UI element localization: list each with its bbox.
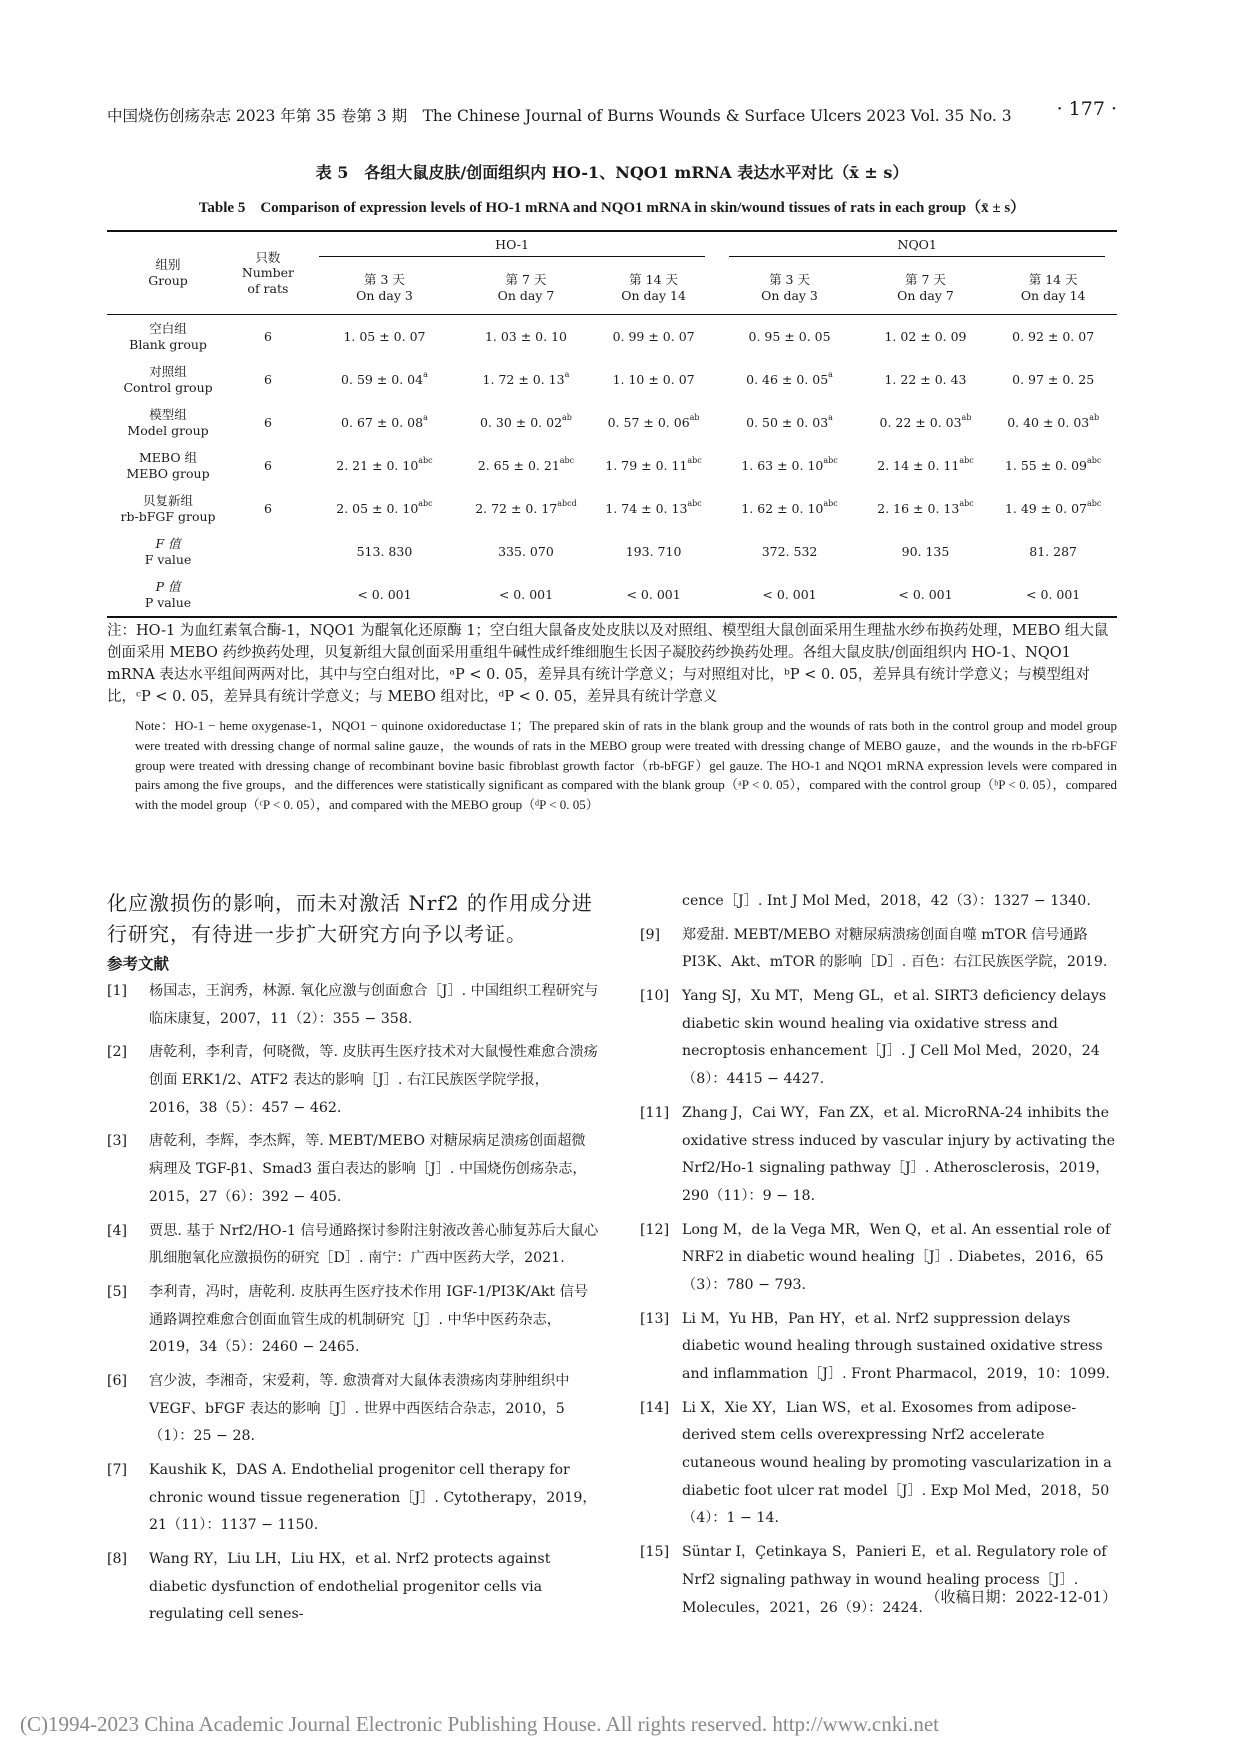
header-nqo1: [717, 231, 1117, 262]
header-number-cn: 只数: [255, 249, 281, 265]
header-number: [229, 231, 307, 315]
value-text: 1. 62 ± 0. 10: [741, 500, 824, 516]
day-en: On day 14: [1020, 288, 1086, 303]
reference-number: [14]: [640, 1399, 670, 1416]
significance-mark: abc: [559, 455, 575, 465]
value-text: 1. 63 ± 0. 10: [741, 457, 824, 473]
header-nqo1-label: NQO1: [729, 237, 1105, 258]
group-cell: [107, 444, 229, 487]
number-cell: 6: [263, 500, 272, 516]
reference-number: [9]: [640, 926, 661, 943]
value-text: 0. 22 ± 0. 03: [879, 414, 962, 430]
reference-number: [6]: [107, 1372, 128, 1389]
group-name-cn: 空白组: [149, 320, 187, 336]
reference-text: 郑爱甜. MEBT/MEBO 对糖尿病溃疡创面自噬 mTOR 信号通路 PI3K、Akt、mTOR 的影响［D］. 百色：右江民族医学院，2019.: [682, 926, 1108, 971]
value-cell: [307, 401, 462, 444]
table-row: [107, 315, 1117, 359]
reference-text: Kaushik K，DAS A. Endothelial progenitor cell therapy for chronic wound tissue regeneration［J］. Cytotherapy，2019，21（11）：1137 − 1150.: [149, 1462, 597, 1534]
reference-number: [11]: [640, 1104, 670, 1121]
group-name-cn: 模型组: [149, 406, 187, 422]
day-cn: 第 14 天: [1028, 272, 1078, 288]
header-day: [462, 262, 590, 315]
header-ho1-label: HO-1: [319, 237, 706, 258]
value-cell: [590, 444, 718, 487]
value-text: 0. 95 ± 0. 05: [748, 328, 831, 344]
significance-mark: a: [564, 369, 570, 379]
significance-mark: a: [828, 412, 833, 422]
value-text: 1. 79 ± 0. 11: [605, 457, 688, 473]
empty-cell: [229, 573, 307, 617]
copyright-watermark: (C)1994-2023 China Academic Journal Electronic Publishing House. All rights reserved. http://www.cnki.net: [20, 1712, 939, 1736]
reference-text: Li X，Xie XY，Lian WS，et al. Exosomes from adipose-derived stem cells overexpressing Nrf2 accelerate cutaneous wound healing by promoting vascularization in a diabetic foot ulcer rat model［J］. Exp Mol Med，2018，50（4）：1 − 14.: [682, 1399, 1112, 1527]
value-cell: [717, 444, 861, 487]
value-cell: [862, 487, 990, 530]
body-paragraph: 化应激损伤的影响，而未对激活 Nrf2 的作用成分进行研究，有待进一步扩大研究方向予以考证。: [107, 891, 593, 946]
stat-value-cell: 335. 070: [498, 543, 554, 559]
reference-number: [15]: [640, 1544, 670, 1561]
value-text: 2. 72 ± 0. 17: [475, 500, 558, 516]
header-day: [862, 262, 990, 315]
number-cell: 6: [263, 457, 272, 473]
note-en-text: Note：HO-1 − heme oxygenase-1，NQO1 − quinone oxidoreductase 1；The prepared skin of rats in the blank group and the wounds of rats both in the control group and model group were treated with dressing change of normal saline gauze，the wounds of rats in the MEBO group were treated with dressing change of MEBO gauze，and the wounds in the rb-bFGF group were treated with dressing change of recombinant bovine basic fibroblast growth factor（rb-bFGF）gel gauze. The HO-1 and NQO1 mRNA expression levels were compared in pairs among the five groups，and the differences were statistically significant as compared with the blank group（ᵃP < 0. 05），compared with the control group（ᵇP < 0. 05），compared with the model group（ᶜP < 0. 05），and compared with the MEBO group（ᵈP < 0. 05）: [135, 718, 1117, 812]
group-cell: [107, 487, 229, 530]
stat-value-cell: < 0. 001: [590, 573, 718, 617]
reference-number: [1]: [107, 983, 128, 999]
value-text: 2. 65 ± 0. 21: [477, 457, 560, 473]
f-value-row: [107, 530, 1117, 573]
value-text: 0. 40 ± 0. 03: [1007, 414, 1090, 430]
significance-mark: ab: [1089, 412, 1100, 422]
value-cell: [307, 315, 462, 359]
table-title-en: Table 5 Comparison of expression levels of HO-1 mRNA and NQO1 mRNA in skin/wound tissues of rats in each group（x̄ ± s）: [198, 200, 1026, 216]
stat-value-cell: 372. 532: [761, 543, 818, 559]
reference-item: [640, 1539, 1117, 1622]
value-cell: [989, 401, 1117, 444]
value-cell: [717, 487, 861, 530]
header-group-cn: 组别: [155, 257, 181, 273]
group-name-cn: MEBO 组: [139, 449, 198, 465]
table-note-cn: [107, 620, 1117, 708]
number-cell: 6: [263, 328, 272, 344]
value-text: 0. 50 ± 0. 03: [746, 414, 829, 430]
table-row: [107, 487, 1117, 530]
reference-item: [107, 1218, 599, 1273]
reference-number: [7]: [107, 1462, 128, 1478]
significance-mark: abc: [418, 498, 433, 508]
stat-value-cell: < 0. 001: [307, 573, 462, 617]
day-en: On day 14: [621, 288, 686, 303]
value-text: 0. 99 ± 0. 07: [612, 328, 695, 344]
significance-mark: ab: [689, 412, 700, 422]
group-name-en: Control group: [123, 379, 213, 395]
significance-mark: abc: [823, 498, 838, 508]
value-cell: [462, 401, 590, 444]
stat-label-cn: F 值: [155, 535, 181, 551]
header-ho1: [307, 231, 718, 262]
stat-value-cell: 90. 135: [901, 543, 950, 559]
group-name-cn: 对照组: [149, 363, 187, 379]
group-cell: [107, 401, 229, 444]
value-cell: [989, 444, 1117, 487]
reference-number: [2]: [107, 1044, 128, 1061]
reference-number: [8]: [107, 1551, 128, 1568]
value-text: 0. 92 ± 0. 07: [1012, 328, 1095, 344]
value-cell: [462, 358, 590, 401]
table-row: [107, 401, 1117, 444]
value-cell: [590, 358, 718, 401]
group-name-en: Model group: [127, 422, 209, 438]
reference-number: [13]: [640, 1310, 670, 1327]
significance-mark: a: [828, 369, 833, 379]
group-name-cn: 贝复新组: [143, 492, 194, 508]
day-cn: 第 7 天: [505, 272, 547, 288]
stat-label-en: P value: [144, 594, 192, 610]
day-en: On day 3: [356, 288, 413, 303]
group-cell: [107, 315, 229, 359]
left-column: [107, 888, 599, 1635]
significance-mark: ab: [961, 412, 972, 422]
table-row: [107, 444, 1117, 487]
value-text: 0. 97 ± 0. 25: [1012, 371, 1095, 387]
reference-text: Long M，de la Vega MR，Wen Q，et al. An essential role of NRF2 in diabetic wound healing［J］. Diabetes，2016，65（3）：780 − 793.: [682, 1221, 1111, 1293]
reference-item: [107, 978, 599, 1033]
significance-mark: a: [423, 412, 428, 422]
stat-label-cell: [107, 530, 229, 573]
day-cn: 第 14 天: [629, 272, 678, 288]
value-cell: [717, 358, 861, 401]
significance-mark: abcd: [557, 498, 577, 508]
value-cell: [862, 315, 990, 359]
value-cell: [989, 315, 1117, 359]
value-cell: [307, 358, 462, 401]
stat-value-cell: 193. 710: [625, 543, 682, 559]
significance-mark: abc: [418, 455, 433, 465]
value-text: 1. 10 ± 0. 07: [612, 371, 695, 387]
significance-mark: abc: [959, 498, 974, 508]
value-text: 0. 57 ± 0. 06: [607, 414, 690, 430]
value-text: 2. 05 ± 0. 10: [336, 500, 419, 516]
day-en: On day 3: [761, 288, 818, 303]
day-cn: 第 3 天: [364, 272, 405, 288]
day-en: On day 7: [897, 288, 954, 303]
group-name-en: rb-bFGF group: [120, 508, 216, 524]
reference-text: Li M，Yu HB，Pan HY，et al. Nrf2 suppression delays diabetic wound healing through sustained oxidative stress and inflammation［J］. Front Pharmacol，2019，10：1099.: [682, 1310, 1110, 1382]
reference-text: Wang RY，Liu LH，Liu HX，et al. Nrf2 protects against diabetic dysfunction of endothelial progenitor cells via regulating cell senes-: [149, 1551, 551, 1623]
reference-number: [4]: [107, 1222, 128, 1239]
value-text: 2. 16 ± 0. 13: [877, 500, 960, 516]
value-cell: [462, 487, 590, 530]
significance-mark: abc: [959, 455, 974, 465]
reference-item: [640, 922, 1117, 977]
reference-number: [3]: [107, 1133, 128, 1150]
reference-text: 李利青，冯时，唐乾利. 皮肤再生医疗技术作用 IGF-1/PI3K/Akt 信号通路调控难愈合创面血管生成的机制研究［J］. 中华中医药杂志，2019，34（5）：2460 − 2465.: [149, 1283, 589, 1356]
significance-mark: abc: [1086, 455, 1102, 465]
value-text: 0. 67 ± 0. 08: [341, 414, 424, 430]
header-group: [107, 231, 229, 315]
reference-item: [107, 1279, 599, 1362]
value-text: 2. 14 ± 0. 11: [877, 457, 960, 473]
significance-mark: a: [423, 369, 428, 379]
value-cell: [989, 358, 1117, 401]
references-list-left: [107, 978, 599, 1629]
references-heading: 参考文献: [107, 954, 170, 973]
reference-text: 唐乾利，李辉，李杰辉，等. MEBT/MEBO 对糖尿病足溃疡创面超微病理及 TGF-β1、Smad3 蛋白表达的影响［J］. 中国烧伤创疡杂志，2015，27（6）：392 − 405.: [149, 1133, 587, 1205]
reference-item: [640, 983, 1117, 1094]
value-text: 0. 46 ± 0. 05: [746, 371, 829, 387]
page-number: · 177 ·: [1056, 98, 1117, 120]
header-day: [989, 262, 1117, 315]
value-cell: [462, 444, 590, 487]
number-cell: 6: [263, 371, 272, 387]
table-note-en: [135, 716, 1117, 815]
value-text: 0. 30 ± 0. 02: [479, 414, 563, 430]
group-name-en: MEBO group: [126, 465, 210, 481]
stat-value-cell: < 0. 001: [462, 573, 590, 617]
reference-text: Süntar I，Çetinkaya S，Panieri E，et al. Regulatory role of Nrf2 signaling pathway in wound healing process［J］. Molecules，2021，26（9）：2424.: [682, 1544, 1107, 1616]
reference-item: [640, 1306, 1117, 1389]
p-value-row: [107, 573, 1117, 617]
value-cell: [307, 444, 462, 487]
reference-text: 唐乾利，李利青，何晓微，等. 皮肤再生医疗技术对大鼠慢性难愈合溃疡创面 ERK1/2、ATF2 表达的影响［J］. 右江民族医学院学报，2016，38（5）：457 − 462.: [149, 1044, 598, 1116]
significance-mark: abc: [823, 455, 838, 465]
stat-value-cell: < 0. 001: [989, 573, 1117, 617]
value-text: 1. 02 ± 0. 09: [884, 328, 967, 344]
significance-mark: abc: [1086, 498, 1102, 508]
group-name-en: Blank group: [129, 336, 207, 352]
reference-item: [107, 1039, 599, 1122]
value-cell: [307, 487, 462, 530]
value-cell: [862, 401, 990, 444]
reference-number: [5]: [107, 1283, 128, 1300]
reference-number: [10]: [640, 988, 670, 1005]
value-cell: [590, 315, 718, 359]
reference-text: Zhang J，Cai WY，Fan ZX，et al. MicroRNA-24 inhibits the oxidative stress induced by vascular injury by activating the Nrf2/Ho-1 signaling pathway［J］. Atherosclerosis，2019，290（11）：9 − 18.: [682, 1104, 1116, 1204]
header-day: [307, 262, 462, 315]
reference-text: 杨国志，王润秀，林源. 氧化应激与创面愈合［J］. 中国组织工程研究与临床康复，2007，11（2）：355 − 358.: [149, 983, 599, 1027]
value-cell: [717, 315, 861, 359]
stat-value-cell: < 0. 001: [717, 573, 861, 617]
reference-text: 宫少波，李湘奇，宋爱莉，等. 愈溃膏对大鼠体表溃疡肉芽肿组织中 VEGF、bFGF 表达的影响［J］. 世界中西医结合杂志，2010，5（1）：25 − 28.: [149, 1372, 570, 1445]
value-cell: [462, 315, 590, 359]
header-number-en2: of rats: [247, 280, 289, 296]
value-text: 0. 59 ± 0. 04: [341, 371, 424, 387]
value-text: 1. 72 ± 0. 13: [482, 371, 565, 387]
note-cn-text: 注：HO-1 为血红素氧合酶-1，NQO1 为醌氧化还原酶 1；空白组大鼠备皮处皮肤以及对照组、模型组大鼠创面采用生理盐水纱布换药处理，MEBO 组大鼠创面采用 MEBO 药纱换药处理，贝复新组大鼠创面采用重组牛碱性成纤维细胞生长因子凝胶药纱换药处理。各组大鼠皮肤/创面组织内 HO-1、NQO1 mRNA 表达水平组间两两对比，其中与空白组对比，ᵃP < 0. 05，差异具有统计学意义；与对照组对比，ᵇP < 0. 05，差异具有统计学意义；与模型组对比，ᶜP < 0. 05，差异具有统计学意义；与 MEBO 组对比，ᵈP < 0. 05，差异具有统计学意义: [107, 623, 1109, 706]
stat-label-en: F value: [144, 551, 192, 567]
stat-label-cn: P 值: [155, 578, 181, 594]
running-head: [107, 98, 1117, 128]
header-day: [717, 262, 861, 315]
reference-item: [640, 1217, 1117, 1300]
reference-item: [107, 1128, 599, 1211]
header-group-en: Group: [148, 273, 188, 288]
reference-item: [107, 1457, 599, 1540]
table-row: [107, 358, 1117, 401]
value-text: 1. 03 ± 0. 10: [484, 328, 567, 344]
header-day: [590, 262, 718, 315]
reference-text: Yang SJ，Xu MT，Meng GL，et al. SIRT3 deficiency delays diabetic skin wound healing via oxidative stress and necroptosis enhancement［J］. J Cell Mol Med，2020，24（8）：4415 − 4427.: [682, 988, 1107, 1088]
value-text: 1. 49 ± 0. 07: [1004, 500, 1087, 516]
table-body: [107, 315, 1117, 618]
reference-number: [12]: [640, 1221, 670, 1238]
group-cell: [107, 358, 229, 401]
stat-value-cell: < 0. 001: [862, 573, 990, 617]
value-cell: [862, 444, 990, 487]
reference-item: [640, 1395, 1117, 1533]
value-text: 1. 05 ± 0. 07: [343, 328, 426, 344]
number-cell: 6: [263, 414, 272, 430]
value-text: 1. 22 ± 0. 43: [884, 371, 967, 387]
value-text: 1. 74 ± 0. 13: [605, 500, 688, 516]
reference-item: [107, 1546, 599, 1629]
header-number-en1: Number: [241, 265, 295, 281]
significance-mark: abc: [687, 498, 702, 508]
stat-label-cell: [107, 573, 229, 617]
value-cell: [590, 487, 718, 530]
journal-line: 中国烧伤创疡杂志 2023 年第 35 卷第 3 期 The Chinese Journal of Burns Wounds & Surface Ulcers 2023 Vol. 35 No. 3: [107, 107, 1012, 125]
value-cell: [590, 401, 718, 444]
value-cell: [862, 358, 990, 401]
significance-mark: abc: [687, 455, 702, 465]
table-title-cn: 表 5 各组大鼠皮肤/创面组织内 HO-1、NQO1 mRNA 表达水平对比（x̄ ± s）: [315, 163, 909, 182]
day-cn: 第 3 天: [769, 272, 810, 288]
value-text: 1. 55 ± 0. 09: [1004, 457, 1087, 473]
value-cell: [717, 401, 861, 444]
reference-item: [107, 1368, 599, 1451]
references-list-right: [640, 922, 1117, 1623]
day-en: On day 7: [497, 288, 555, 303]
received-date: （收稿日期：2022-12-01）: [925, 1588, 1117, 1606]
day-cn: 第 7 天: [905, 272, 946, 288]
empty-cell: [229, 530, 307, 573]
value-cell: [989, 487, 1117, 530]
reference-continuation: cence［J］. Int J Mol Med，2018，42（3）：1327 − 1340.: [682, 893, 1091, 909]
reference-item: [640, 1100, 1117, 1211]
significance-mark: ab: [562, 412, 572, 422]
stat-value-cell: 81. 287: [1029, 543, 1077, 559]
right-column: [640, 888, 1117, 1628]
reference-text: 贾思. 基于 Nrf2/HO-1 信号通路探讨参附注射液改善心肺复苏后大鼠心肌细胞氧化应激损伤的研究［D］. 南宁：广西中医药大学，2021.: [149, 1222, 599, 1267]
data-table: [107, 230, 1117, 618]
stat-value-cell: 513. 830: [356, 543, 413, 559]
value-text: 2. 21 ± 0. 10: [336, 457, 419, 473]
